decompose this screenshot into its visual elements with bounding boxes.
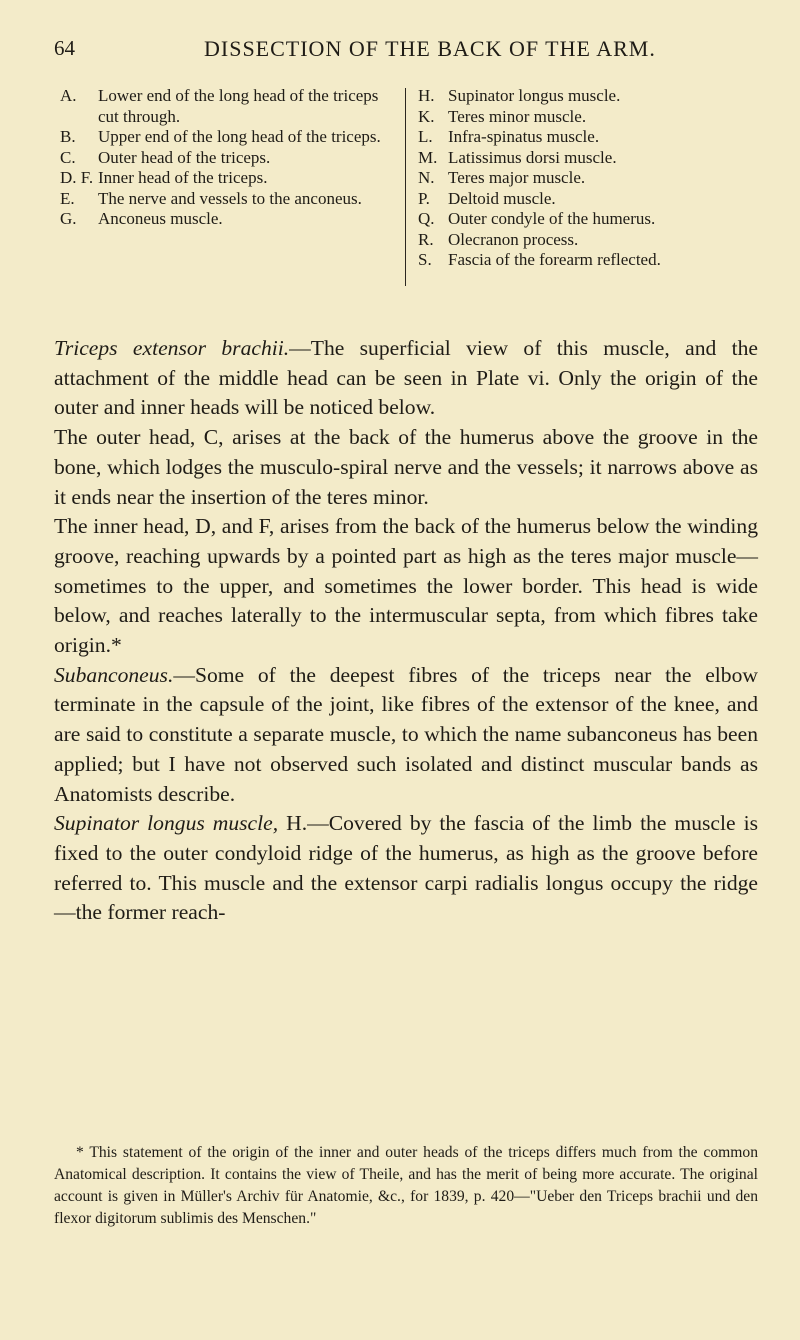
legend-key: C. [60, 147, 76, 167]
footnote [54, 1142, 758, 1230]
legend-column-left [60, 86, 398, 230]
paragraph-triceps [54, 334, 758, 423]
footnote-text: * This statement of the origin of the inner and outer heads of the triceps differs much from the common Anatomical description. It contains the view of Theile, and has the merit of being more accurate. The original account is given in Müller's Archiv für Anatomie, &c., for 1839, p. 420—"Ueber den Triceps brachii und den flexor digitorum sublimis des Menschen." [54, 1144, 758, 1227]
legend-text: Anconeus muscle. [98, 209, 223, 228]
paragraph-text: The inner head, D, and F, arises from the back of the humerus below the winding groove, reaching upwards by a pointed part as high as the teres major muscle—sometimes to the upper, and sometimes the lower border. This head is wide below, and reaches laterally to the intermuscular septa, from which fibres take origin.* [54, 514, 758, 658]
legend-text: Teres major muscle. [448, 168, 586, 187]
legend-item [60, 127, 398, 148]
legend-key: N. [418, 168, 435, 187]
legend-text: Deltoid muscle. [448, 188, 556, 208]
legend-item [418, 127, 758, 148]
paragraph-inner-head [54, 512, 758, 661]
paragraph-text: —Some of the deepest fibres of the triceps near the elbow terminate in the capsule of the joint, like fibres of the extensor of the knee, and are said to constitute a separate muscle, to which the name subanconeus has been applied; but I have not observed such isolated and distinct muscular bands as Anatomists describe. [54, 662, 758, 806]
legend-text: Olecranon process. [448, 229, 579, 249]
legend-item [418, 189, 758, 210]
paragraph-heading: Supinator longus muscle, [54, 811, 279, 836]
legend-text: Supinator longus muscle. [448, 86, 621, 105]
legend-key: R. [418, 229, 434, 249]
legend-item [60, 209, 398, 230]
legend-key: H. [418, 86, 435, 105]
legend-item [418, 250, 758, 271]
legend-key: D. F. [60, 168, 94, 187]
paragraph-heading: Subanconeus. [54, 662, 174, 687]
legend-item [418, 148, 758, 169]
legend-item [60, 148, 398, 169]
paragraph-text: H.—Covered by the fascia of the limb the muscle is fixed to the outer condyloid ridge of the humerus, as high as the groove before referred to. This muscle and the extensor carpi radialis longus occupy the ridge—the former reach- [54, 811, 758, 925]
legend-text: Latissimus dorsi muscle. [448, 147, 617, 167]
legend-text: Outer condyle of the humerus. [448, 209, 656, 228]
legend-key: S. [418, 250, 432, 269]
legend-text: Inner head of the triceps. [98, 168, 268, 187]
legend-item [60, 168, 398, 189]
page-number: 64 [54, 36, 75, 60]
column-divider [405, 88, 406, 286]
legend-item [418, 107, 758, 128]
legend-column-right [418, 86, 758, 271]
legend-text: Outer head of the triceps. [98, 147, 271, 167]
legend-key: M. [418, 147, 438, 167]
legend-item [418, 86, 758, 107]
legend-item [418, 209, 758, 230]
legend-text: Upper end of the long head of the triceps. [98, 127, 381, 146]
running-head [54, 36, 754, 60]
legend-key: A. [60, 86, 77, 105]
paragraph-supinator-longus [54, 809, 758, 928]
legend-key: B. [60, 127, 76, 146]
legend-key: K. [418, 106, 435, 126]
legend-key: Q. [418, 209, 435, 228]
legend-text: Teres minor muscle. [448, 106, 587, 126]
legend-key: L. [418, 127, 433, 146]
legend-key: P. [418, 188, 430, 208]
paragraph-subanconeus [54, 661, 758, 810]
paragraph-heading: Triceps extensor brachii. [54, 336, 290, 360]
paragraph-outer-head [54, 423, 758, 512]
body-text [54, 334, 758, 928]
legend-text: Fascia of the forearm reflected. [448, 250, 661, 269]
legend-text: Lower end of the long head of the triceps cut through. [98, 86, 379, 126]
legend-key: E. [60, 188, 75, 208]
legend-text: Infra-spinatus muscle. [448, 127, 600, 146]
legend-key: G. [60, 209, 77, 228]
legend-item [418, 230, 758, 251]
legend-item [418, 168, 758, 189]
legend-item [60, 189, 398, 210]
legend-item [60, 86, 398, 127]
legend-text: The nerve and vessels to the anconeus. [98, 188, 362, 208]
paragraph-text: The outer head, C, arises at the back of the humerus above the groove in the bone, which lodges the musculo-spiral nerve and the vessels; it narrows above as it ends near the insertion of the teres minor. [54, 425, 758, 509]
paragraph-text: —The superficial view of this muscle, and the attachment of the middle head can be seen in Plate vi. Only the origin of the outer and inner heads will be noticed below. [54, 336, 758, 420]
page-title: DISSECTION OF THE BACK OF THE ARM. [204, 36, 656, 61]
figure-legend [60, 86, 760, 306]
